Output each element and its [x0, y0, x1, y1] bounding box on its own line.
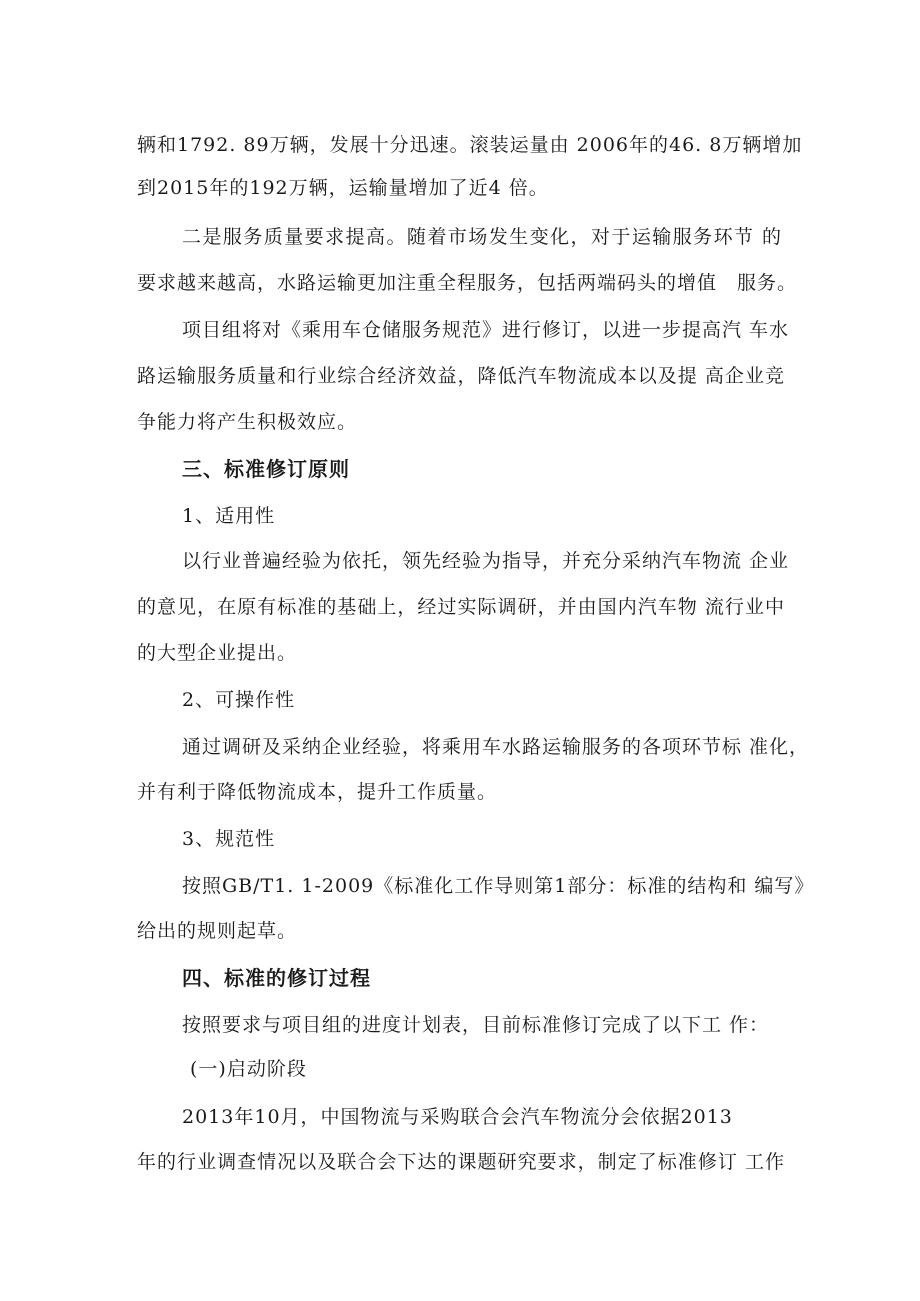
subsection-heading: (一)启动阶段 — [190, 1058, 307, 1080]
paragraph-line: 项目组将对《乘用车仓储服务规范》进行修订，以进一步提高汽 车水 — [182, 319, 790, 341]
paragraph-line: 路运输服务质量和行业综合经济效益，降低汽车物流成本以及提 高企业竞 — [137, 365, 785, 387]
paragraph-line: 2013年10月，中国物流与采购联合会汽车物流分会依据2013 — [182, 1106, 733, 1128]
paragraph-line: 要求越来越高，水路运输更加注重全程服务，包括两端码头的增值 服务。 — [137, 272, 798, 294]
paragraph-line: 按照GB/T1. 1-2009《标准化工作导则第1部分：标准的结构和 编写》 — [182, 875, 815, 897]
subsection-heading: 1、适用性 — [182, 505, 276, 527]
paragraph-line: 二是服务质量要求提高。随着市场发生变化，对于运输服务环节 的 — [182, 226, 782, 248]
paragraph-line: 给出的规则起草。 — [137, 920, 298, 942]
paragraph-line: 按照要求与项目组的进度计划表，目前标准修订完成了以下工 作： — [182, 1014, 770, 1036]
paragraph-line: 以行业普遍经验为依托，领先经验为指导，并充分采纳汽车物流 企业 — [182, 550, 790, 572]
paragraph-line: 到2015年的192万辆，运输量增加了近4 倍。 — [137, 177, 549, 199]
paragraph-line: 的意见，在原有标准的基础上，经过实际调研，并由国内汽车物 流行业中 — [137, 596, 785, 618]
paragraph-line: 年的行业调查情况以及联合会下达的课题研究要求，制定了标准修订 工作 — [137, 1151, 785, 1173]
paragraph-line: 通过调研及采纳企业经验，将乘用车水路运输服务的各项环节标 准化， — [182, 736, 810, 758]
subsection-heading: 3、规范性 — [182, 828, 276, 850]
paragraph-line: 并有利于降低物流成本，提升工作质量。 — [137, 781, 498, 803]
section-heading: 三、标准修订原则 — [182, 457, 350, 481]
paragraph-line: 辆和1792. 89万辆，发展十分迅速。滚装运量由 2006年的46. 8万辆增加 — [137, 134, 803, 156]
paragraph-line: 的大型企业提出。 — [137, 642, 298, 664]
paragraph-line: 争能力将产生积极效应。 — [137, 411, 358, 433]
section-heading: 四、标准的修订过程 — [182, 966, 371, 990]
subsection-heading: 2、可操作性 — [182, 689, 296, 711]
